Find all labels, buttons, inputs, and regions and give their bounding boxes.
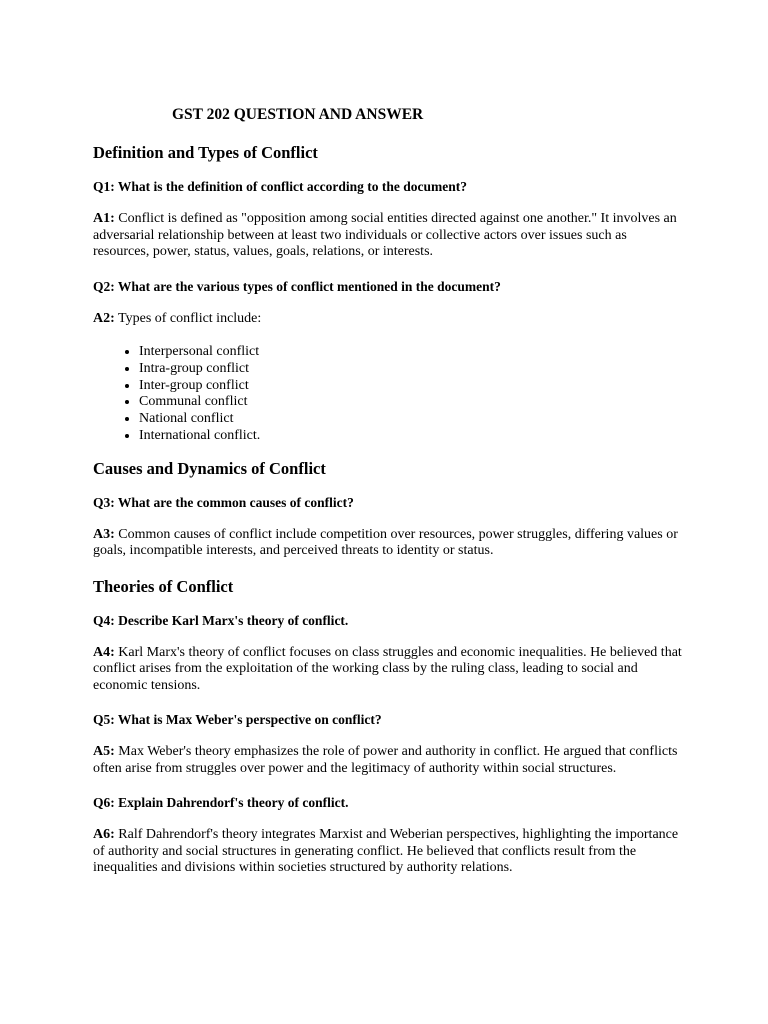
answer-label: A3:	[93, 526, 115, 542]
list-item: • Intra-group conflict	[139, 361, 683, 378]
section-heading-definition: Definition and Types of Conflict	[93, 143, 318, 162]
answer-2	[93, 311, 683, 328]
answer-text: Ralf Dahrendorf's theory integrates Marxist and Weberian perspectives, highlighting the importance of authority and social structures in generating conflict. He believed that conflicts result from the inequalities and divisions within societies structured by authority relations.	[93, 827, 679, 876]
list-item: • Interpersonal conflict	[139, 344, 683, 361]
answer-label: A5:	[93, 744, 115, 760]
document-title: GST 202 QUESTION AND ANSWER	[172, 106, 424, 123]
list-item: • Inter-group conflict	[139, 378, 683, 395]
answer-1	[93, 211, 683, 261]
answer-label: A1:	[93, 211, 115, 226]
question-4: Q4: Describe Karl Marx's theory of conflict.	[93, 612, 349, 628]
list-item: • Communal conflict	[139, 394, 683, 411]
answer-6	[93, 827, 683, 877]
question-5: Q5: What is Max Weber's perspective on conflict?	[93, 712, 382, 728]
question-2: Q2: What are the various types of conflict mentioned in the document?	[93, 278, 501, 294]
document-content	[93, 143, 683, 894]
answer-text: Common causes of conflict include competition over resources, power struggles, differing values or goals, incompatible interests, and perceived threats to identity or status.	[93, 526, 678, 559]
question-3: Q3: What are the common causes of conflict?	[93, 494, 354, 510]
answer-text: Max Weber's theory emphasizes the role of power and authority in conflict. He argued that conflicts often arise from struggles over power and the legitimacy of authority within social structures.	[93, 744, 678, 776]
conflict-types-list	[93, 344, 683, 445]
answer-label: A4:	[93, 644, 115, 660]
section-heading-causes: Causes and Dynamics of Conflict	[93, 458, 326, 478]
question-1: Q1: What is the definition of conflict according to the document?	[93, 179, 467, 194]
section-heading-theories: Theories of Conflict	[93, 576, 234, 596]
list-item: • International conflict.	[139, 428, 683, 445]
answer-label: A2:	[93, 310, 115, 326]
answer-4	[93, 645, 683, 695]
answer-text: Types of conflict include:	[114, 310, 262, 326]
answer-5	[93, 744, 683, 777]
answer-text: Karl Marx's theory of conflict focuses on class struggles and economic inequalities. He believed that conflict arises from the exploitation of the working class by the ruling class, leading to social and economic tensions.	[93, 644, 682, 693]
answer-label: A6:	[93, 827, 115, 843]
answer-text: Conflict is defined as "opposition among social entities directed against one another." It involves an adversarial relationship between at least two individuals or collective actors over issues such as resources, power, status, values, goals, relations, or interests.	[93, 211, 677, 259]
answer-3	[93, 527, 683, 560]
list-item: • National conflict	[139, 411, 683, 428]
question-6: Q6: Explain Dahrendorf's theory of conflict.	[93, 795, 349, 811]
